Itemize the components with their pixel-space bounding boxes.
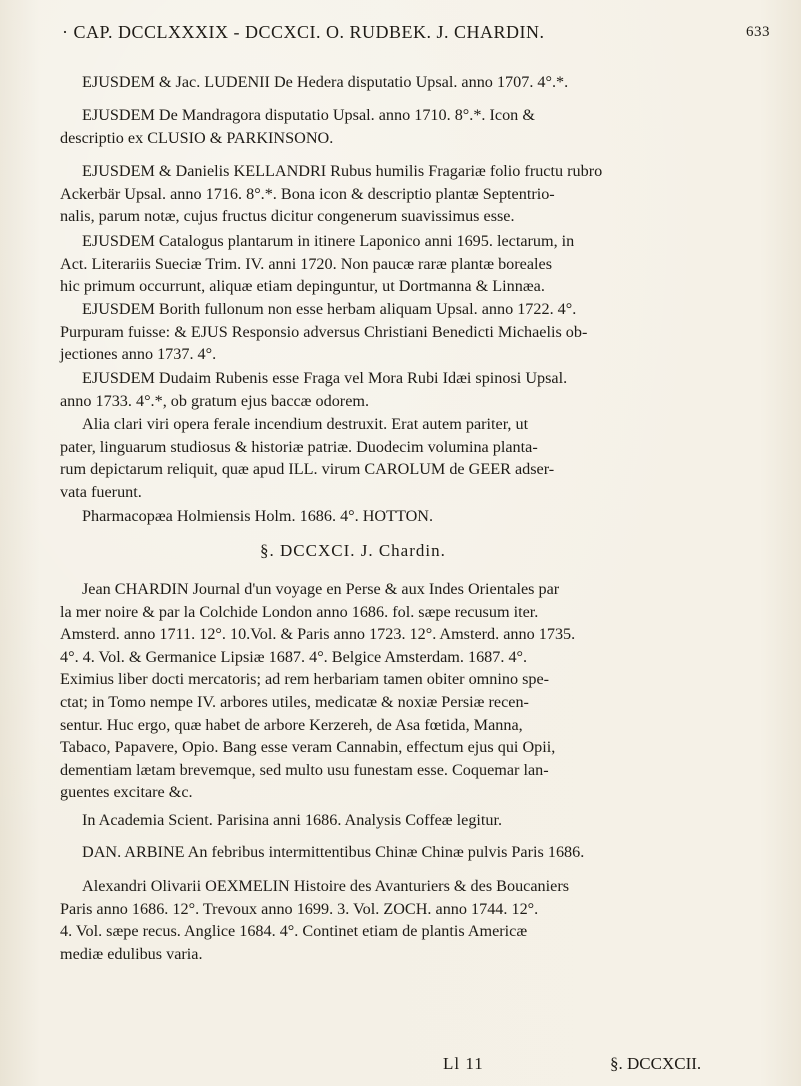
text-line: Pharmacopæa Holmiensis Holm. 1686. 4°. HOTTON. [82,507,434,525]
text-line: vata fuerunt. [60,482,142,501]
text-line: nalis, parum notæ, cujus fructus dicitur congenerum suavissimus esse. [60,207,515,226]
text-line: ctat; in Tomo nempe IV. arbores utiles, medicatæ & noxiæ Persiæ recen- [60,692,529,711]
text-line: hic primum occurrunt, aliquæ etiam depinguntur, ut Dortmanna & Linnæa. [60,277,545,296]
text-line: la mer noire & par la Colchide London anno 1686. fol. sæpe recusum iter. [60,602,539,621]
text-line: EJUSDEM Dudaim Rubenis esse Fraga vel Mora Rubi Idæi spinosi Upsal. [82,369,568,387]
section-title: §. DCCXCI. J. Chardin. [260,541,446,560]
text-line: Ackerbär Upsal. anno 1716. 8°.*. Bona icon & descriptio plantæ Septentrio- [60,184,555,203]
text-line: descriptio ex CLUSIO & PARKINSONO. [60,128,334,147]
text-line: dementiam lætam brevemque, sed multo usu funestam esse. Coquemar lan- [60,760,549,779]
text-line: EJUSDEM Borith fullonum non esse herbam aliquam Upsal. anno 1722. 4°. [82,300,577,318]
text-line: Alia clari viri opera ferale incendium destruxit. Erat autem pariter, ut [82,415,529,433]
text-line: EJUSDEM & Danielis KELLANDRI Rubus humilis Fragariæ folio fructu rubro [82,162,603,180]
entry-paragraph [82,505,742,528]
entry-paragraph [82,809,742,832]
entry-paragraph [82,71,742,94]
text-line: EJUSDEM Catalogus plantarum in itinere Laponico anni 1695. lectarum, in [82,232,575,250]
entry-paragraph [60,230,742,298]
entry-paragraph [60,160,742,228]
entry-paragraph [60,578,742,804]
signature-mark: Ll 11 [443,1054,484,1073]
text-line: Eximius liber docti mercatoris; ad rem herbariam tamen obiter omnino spe- [60,670,550,689]
header-title: · CAP. DCCLXXXIX - DCCXCI. O. RUDBEK. J. CHARDIN. [62,22,545,42]
text-line: sentur. Huc ergo, quæ habet de arbore Kerzereh, de Asa fœtida, Manna, [60,715,523,734]
entry-paragraph [60,875,742,965]
entry-paragraph [60,104,742,149]
page-number: 633 [746,24,770,40]
entry-paragraph [82,841,742,864]
text-line: mediæ edulibus varia. [60,944,203,963]
text-line: Tabaco, Papavere, Opio. Bang esse veram Cannabin, effectum ejus qui Opii, [60,738,556,757]
text-line: pater, linguarum studiosus & historiæ patriæ. Duodecim volumina planta- [60,437,538,456]
text-line: rum depictarum reliquit, quæ apud ILL. virum CAROLUM de GEER adser- [60,460,555,479]
text-line: EJUSDEM & Jac. LUDENII De Hedera disputatio Upsal. anno 1707. 4°.*. [82,73,569,91]
text-line: guentes excitare &c. [60,783,193,802]
text-line: jectiones anno 1737. 4°. [60,345,217,364]
entry-paragraph [60,413,742,503]
text-line: Purpuram fuisse: & EJUS Responsio adversus Christiani Benedicti Michaelis ob- [60,322,588,341]
entry-paragraph [60,367,742,412]
text-line: 4. Vol. sæpe recus. Anglice 1684. 4°. Continet etiam de plantis Americæ [60,922,528,941]
text-line: Act. Literariis Sueciæ Trim. IV. anni 1720. Non paucæ raræ plantæ boreales [60,254,552,273]
text-line: Alexandri Olivarii OEXMELIN Histoire des Avanturiers & des Boucaniers [82,877,570,895]
entry-paragraph [60,298,742,366]
text-line: Jean CHARDIN Journal d'un voyage en Perse & aux Indes Orientales par [82,580,560,598]
text-line: 4°. 4. Vol. & Germanice Lipsiæ 1687. 4°. Belgice Amsterdam. 1687. 4°. [60,647,528,666]
text-line: anno 1733. 4°.*, ob gratum ejus baccæ odorem. [60,391,370,410]
text-line: Amsterd. anno 1711. 12°. 10.Vol. & Paris anno 1723. 12°. Amsterd. anno 1735. [60,625,576,644]
text-line: In Academia Scient. Parisina anni 1686. Analysis Coffeæ legitur. [82,811,503,829]
text-line: Paris anno 1686. 12°. Trevoux anno 1699. 3. Vol. ZOCH. anno 1744. 12°. [60,899,539,918]
text-line: EJUSDEM De Mandragora disputatio Upsal. anno 1710. 8°.*. Icon & [82,106,535,124]
catchword: §. DCCXCII. [610,1054,702,1073]
running-header [62,22,770,52]
text-line: DAN. ARBINE An febribus intermittentibus Chinæ Chinæ pulvis Paris 1686. [82,843,585,861]
